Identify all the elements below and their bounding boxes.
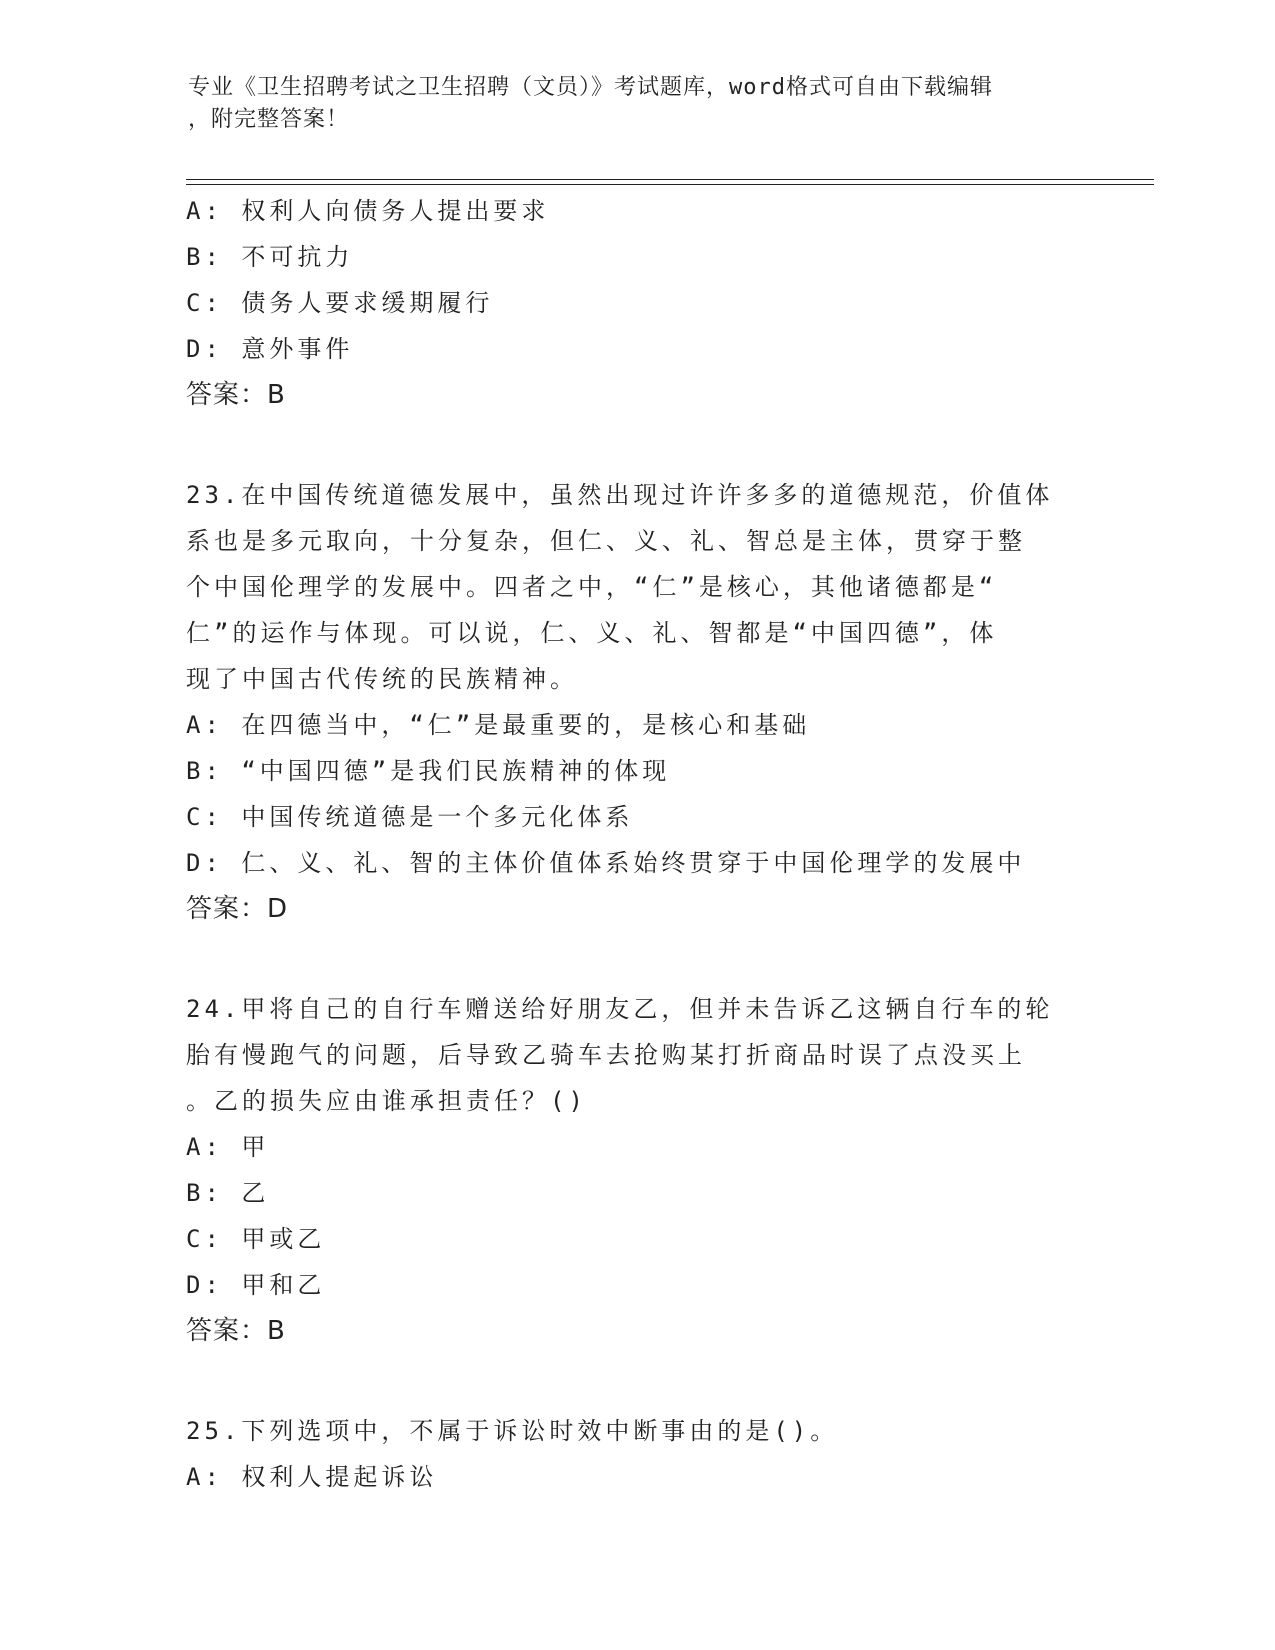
- option-a: A: 权利人向债务人提出要求: [186, 197, 550, 225]
- header-line-1: 专业《卫生招聘考试之卫生招聘（文员）》考试题库，word格式可自由下载编辑: [188, 75, 993, 100]
- answer: 答案：B: [186, 1316, 286, 1346]
- question-23: [186, 472, 1086, 932]
- option-a: A: 在四德当中，“仁”是最重要的，是核心和基础: [186, 711, 811, 739]
- question-stem-line: 23.在中国传统道德发展中，虽然出现过许许多多的道德规范，价值体: [186, 481, 1054, 509]
- question-24: [186, 986, 1086, 1354]
- header-divider-top: [186, 179, 1154, 180]
- question-stem-line: 24.甲将自己的自行车赠送给好朋友乙，但并未告诉乙这辆自行车的轮: [186, 995, 1054, 1023]
- question-stem-line: 。乙的损失应由谁承担责任？(): [186, 1087, 587, 1115]
- option-d: D: 甲和乙: [186, 1271, 326, 1299]
- option-a: A: 甲: [186, 1133, 270, 1161]
- header-line-2: ，附完整答案！: [188, 107, 350, 132]
- option-c: C: 中国传统道德是一个多元化体系: [186, 803, 634, 831]
- question-list: [186, 188, 1086, 1500]
- question-25: [186, 1408, 1086, 1500]
- option-c: C: 债务人要求缓期履行: [186, 289, 494, 317]
- option-c: C: 甲或乙: [186, 1225, 326, 1253]
- option-d: D: 仁、义、礼、智的主体价值体系始终贯穿于中国伦理学的发展中: [186, 849, 1026, 877]
- header-divider-bottom: [186, 184, 1154, 185]
- answer: 答案：D: [186, 894, 289, 924]
- option-d: D: 意外事件: [186, 335, 354, 363]
- question-stem-line: 胎有慢跑气的问题，后导致乙骑车去抢购某打折商品时误了点没买上: [186, 1041, 1026, 1069]
- question-22: [186, 188, 1086, 418]
- option-b: B: “中国四德”是我们民族精神的体现: [186, 757, 671, 785]
- question-stem-line: 现了中国古代传统的民族精神。: [186, 665, 578, 693]
- option-b: B: 乙: [186, 1179, 270, 1207]
- question-stem-line: 系也是多元取向，十分复杂，但仁、义、礼、智总是主体，贯穿于整: [186, 527, 1026, 555]
- question-stem-line: 仁”的运作与体现。可以说，仁、义、礼、智都是“中国四德”，体: [186, 619, 998, 647]
- answer: 答案：B: [186, 380, 286, 410]
- option-b: B: 不可抗力: [186, 243, 354, 271]
- question-stem-line: 个中国伦理学的发展中。四者之中，“仁”是核心，其他诸德都是“: [186, 573, 998, 601]
- question-stem-line: 25.下列选项中，不属于诉讼时效中断事由的是()。: [186, 1417, 839, 1445]
- option-a: A: 权利人提起诉讼: [186, 1463, 438, 1491]
- document-header: [188, 72, 1068, 136]
